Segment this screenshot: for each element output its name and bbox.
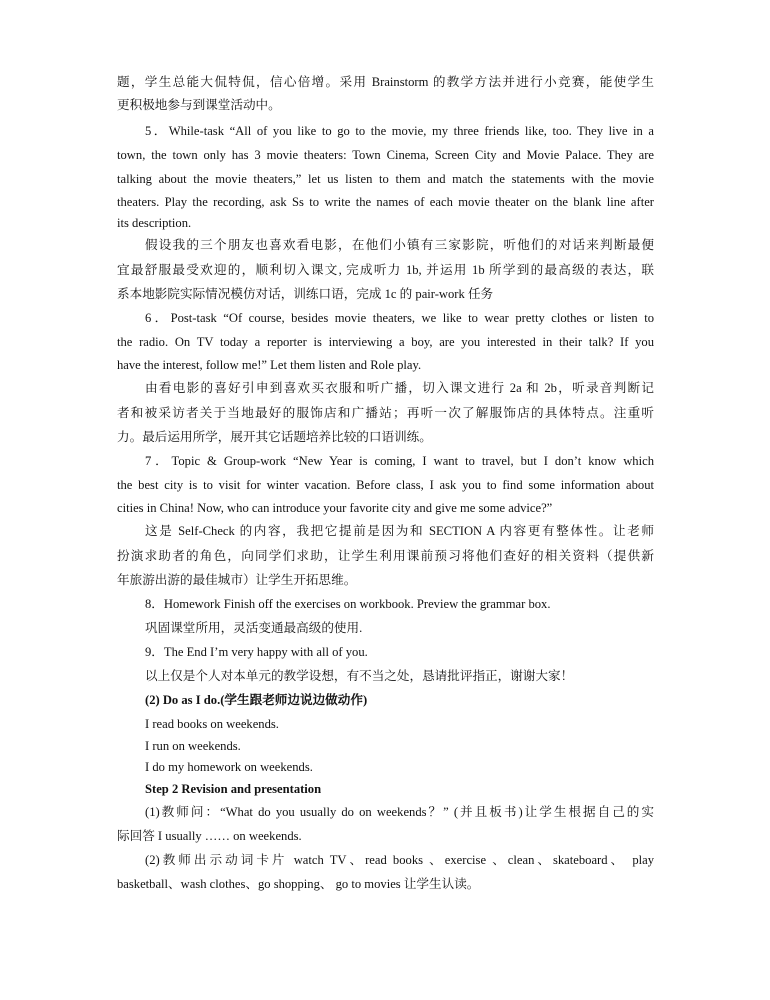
text-line: (2)教师出示动词卡片 watch TV、read books 、exercise 、clean、skateboard、 play (145, 853, 654, 867)
text-line: 力。最后运用所学，展开其它话题培养比较的口语训练。 (117, 430, 432, 444)
text-line: have the interest, follow me!” Let them listen and Role play. (117, 358, 422, 372)
text-line: 年旅游出游的最佳城市）让学生开拓思维。 (117, 573, 357, 587)
text-line: Step 2 Revision and presentation (145, 782, 322, 796)
text-line: 由看电影的喜好引申到喜欢买衣服和听广播，切入课文进行 2a 和 2b，听录音判断记 (145, 381, 654, 395)
text-line: basketball、wash clothes、go shopping、 go to movies 让学生认读。 (117, 877, 480, 891)
text-line: talking about the movie theaters,” let us listen to them and match the statements with the movie (117, 172, 654, 186)
text-line: 以上仅是个人对本单元的教学设想，有不当之处，恳请批评指正，谢谢大家！ (145, 669, 574, 683)
text-line: 巩固课堂所用，灵活变通最高级的使用. (145, 621, 363, 635)
text-line: 5．While-task “All of you like to go to the movie, my three friends like, too. They live in a (145, 124, 654, 138)
text-line: town, the town only has 3 movie theaters: Town Cinema, Screen City and Movie Palace. They are (117, 148, 654, 162)
text-line: I run on weekends. (145, 739, 241, 753)
text-line: (2) Do as I do.(学生跟老师边说边做动作) (145, 693, 368, 707)
text-line: 这是 Self-Check 的内容，我把它提前是因为和 SECTION A 内容更有整体性。让老师 (145, 524, 654, 538)
text-line: 题，学生总能大侃特侃，信心倍增。采用 Brainstorm 的教学方法并进行小竞赛，能使学生 (117, 75, 654, 89)
text-line: cities in China! Now, who can introduce your favorite city and give me some advice?” (117, 501, 553, 515)
text-line: (1)教师问：“What do you usually do on weekends？” (并且板书)让学生根据自己的实 (145, 805, 654, 819)
text-line: 6．Post-task “Of course, besides movie theaters, we like to wear pretty clothes or listen to (145, 311, 654, 325)
text-line: the radio. On TV today a reporter is interviewing a boy, are you interested in their talk? If you (117, 335, 654, 349)
text-line: its description. (117, 216, 192, 230)
text-line: 9．The End I’m very happy with all of you. (145, 645, 368, 659)
text-line: theaters. Play the recording, ask Ss to write the names of each movie theater on the blank line after (117, 195, 654, 209)
text-line: 假设我的三个朋友也喜欢看电影，在他们小镇有三家影院，听他们的对话来判断最便 (145, 238, 654, 252)
text-line: 7．Topic & Group-work “New Year is coming, I want to travel, but I don’t know which (145, 454, 654, 468)
text-line: 系本地影院实际情况模仿对话，训练口语，完成 1c 的 pair-work 任务 (117, 287, 494, 301)
text-line: 更积极地参与到课堂活动中。 (117, 98, 281, 112)
text-line: the best city is to visit for winter vacation. Before class, I ask you to find some information about (117, 478, 654, 492)
text-line: 8．Homework Finish off the exercises on workbook. Preview the grammar box. (145, 597, 551, 611)
text-line: I read books on weekends. (145, 717, 279, 731)
text-line: 际回答 I usually …… on weekends. (117, 829, 302, 843)
text-line: 扮演求助者的角色，向同学们求助，让学生利用课前预习将他们查好的相关资料（提供新 (117, 549, 654, 563)
text-line: 者和被采访者关于当地最好的服饰店和广播站；再听一次了解服饰店的具体特点。注重听 (117, 406, 654, 420)
text-line: 宜最舒服最受欢迎的，顺利切入课文, 完成听力 1b, 并运用 1b 所学到的最高级的表达，联 (117, 263, 654, 277)
text-line: I do my homework on weekends. (145, 760, 313, 774)
